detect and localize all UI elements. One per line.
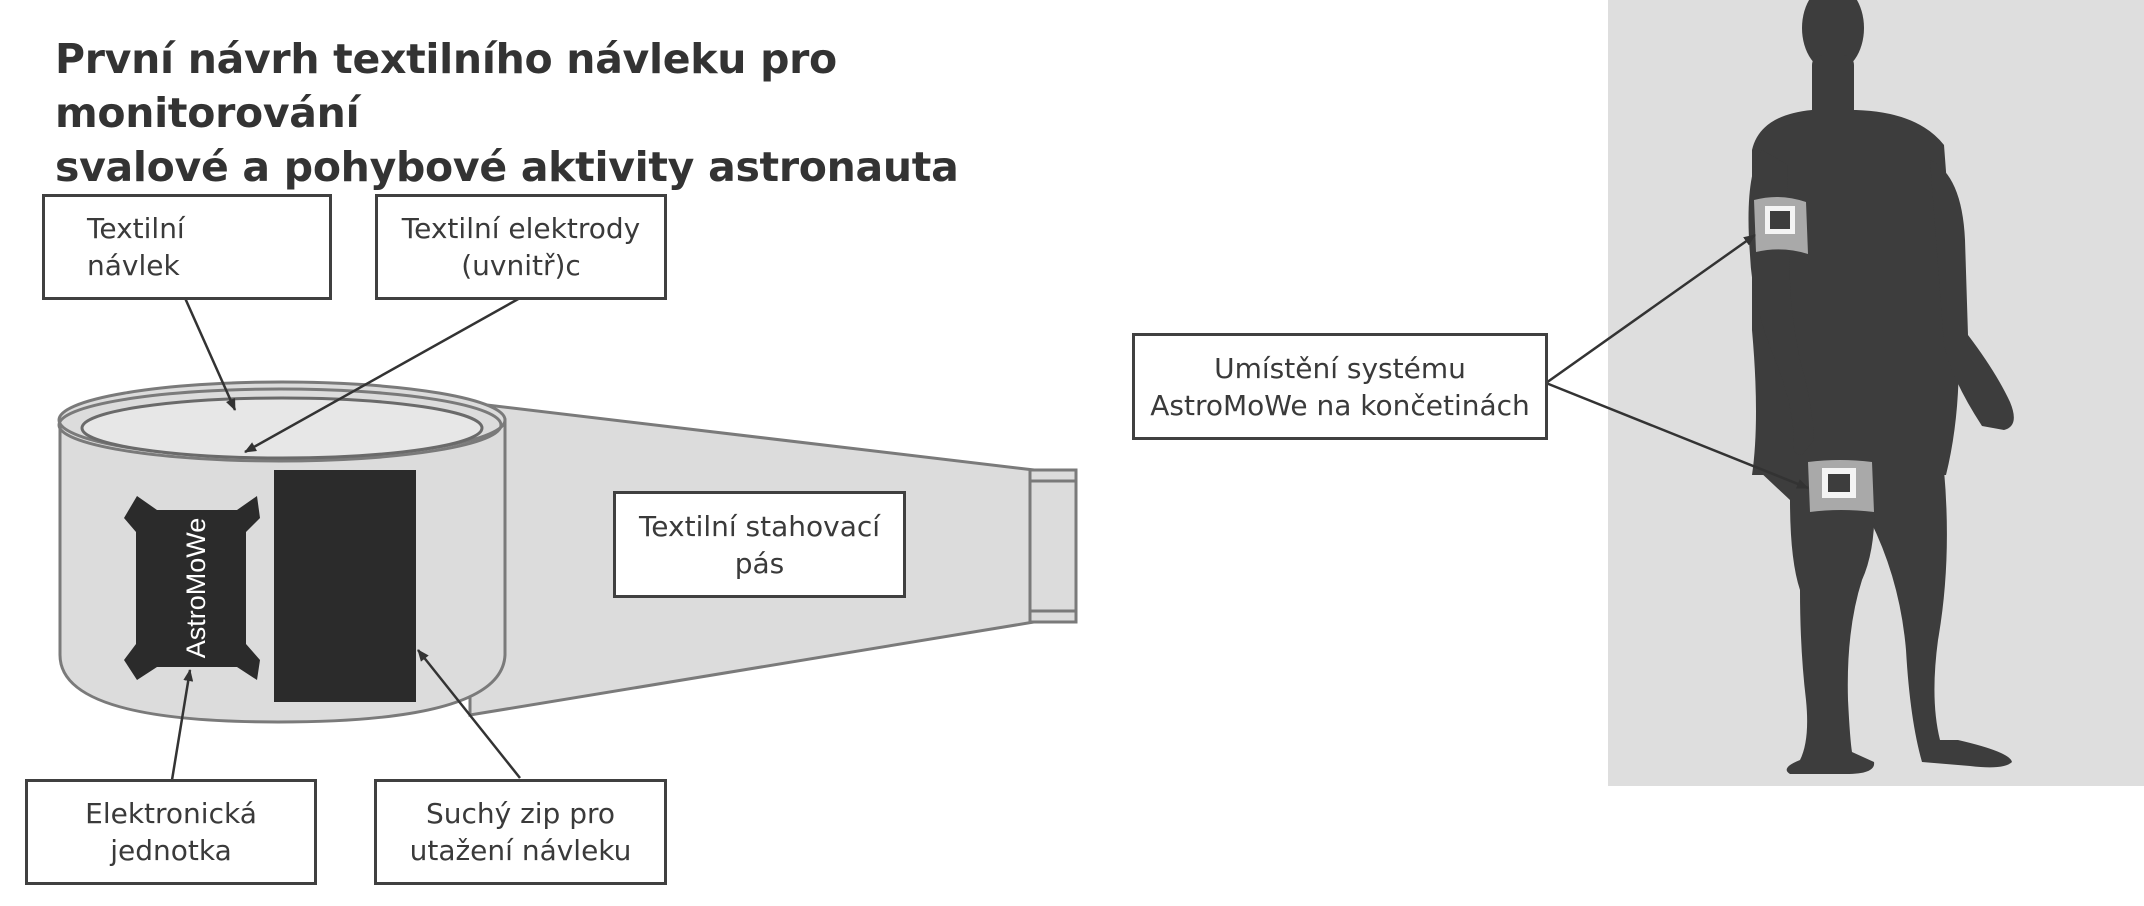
label-placement-line-1: Umístění systému [1214,351,1466,385]
label-sleeve-line-1: Textilní [87,212,185,245]
label-electronics-line-2: jednotka [110,834,232,867]
label-strap [613,491,906,598]
label-sleeve [42,194,332,300]
label-velcro-line-2: utažení návleku [409,834,632,867]
label-electronics [25,779,317,885]
label-placement-line-2: AstroMoWe na končetinách [1150,388,1530,422]
title-line-2: svalové a pohybové aktivity astronauta [55,143,959,191]
label-strap-line-1: Textilní stahovací [638,509,881,543]
label-electrodes-line-2: (uvnitř)c [461,249,581,282]
label-velcro [374,779,667,885]
label-strap-line-2: pás [734,546,785,580]
label-electrodes-line-1: Textilní elektrody [401,212,641,245]
label-electronics-line-1: Elektronická [85,797,257,830]
upper-arm-band [1754,197,1808,254]
velcro-patch [274,470,416,702]
label-velcro-line-1: Suchý zip pro [425,797,616,830]
label-sleeve-line-2: návlek [87,249,180,282]
unit-label: AstroMoWe [181,517,211,659]
label-placement [1132,333,1548,440]
title-line-1: První návrh textilního návleku pro monitorování [55,35,837,137]
label-electrodes [375,194,667,300]
thigh-band [1808,460,1874,512]
